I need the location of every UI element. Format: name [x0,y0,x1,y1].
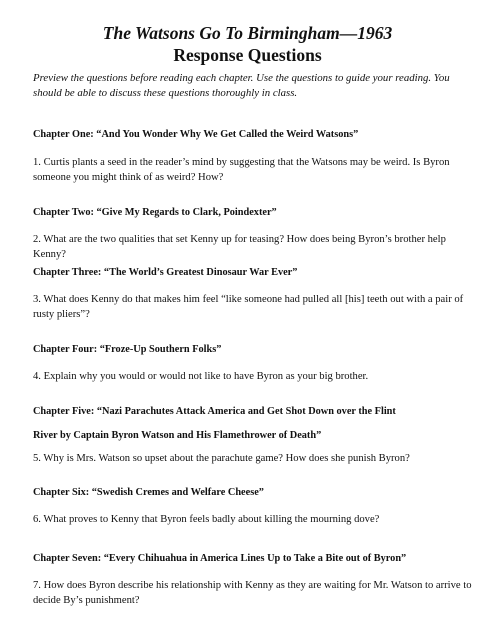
chapter-2-heading: Chapter Two: “Give My Regards to Clark, Poindexter” [33,207,277,218]
chapter-7-question: 7. How does Byron describe his relationship with Kenny as they are waiting for Mr. Watson to arrive to decide By’s punishment? [33,580,472,606]
chapter-1-heading: Chapter One: “And You Wonder Why We Get Called the Weird Watsons” [33,129,359,140]
chapter-5-heading: Chapter Five: “Nazi Parachutes Attack America and Get Shot Down over the Flint [33,406,396,417]
chapter-7-heading: Chapter Seven: “Every Chihuahua in America Lines Up to Take a Bite out of Byron” [33,553,407,564]
chapter-5-heading-line2: River by Captain Byron Watson and His Flamethrower of Death” [33,430,322,441]
chapter-6-heading: Chapter Six: “Swedish Cremes and Welfare Cheese” [33,487,264,498]
chapter-4-question: 4. Explain why you would or would not like to have Byron as your big brother. [33,371,369,382]
document-title: The Watsons Go To Birmingham—1963 [102,23,393,43]
chapter-1-question: 1. Curtis plants a seed in the reader’s mind by suggesting that the Watsons may be weird. Is Byron someone you might think of as weird? How? [33,157,450,183]
intro-instructions: Preview the questions before reading each chapter. Use the questions to guide your reading. You should be able to discuss these questions thoroughly in class. [33,72,450,99]
chapter-6-question: 6. What proves to Kenny that Byron feels badly about killing the mourning dove? [33,514,380,525]
chapter-3-question: 3. What does Kenny do that makes him feel “like someone had pulled all [his] teeth out with a pair of rusty pliers”? [33,294,464,320]
chapter-2-question: 2. What are the two qualities that set Kenny up for teasing? How does being Byron’s brother help Kenny? [33,234,446,260]
document-subtitle: Response Questions [173,45,322,65]
chapter-4-heading: Chapter Four: “Froze-Up Southern Folks” [33,344,222,355]
chapter-5-question: 5. Why is Mrs. Watson so upset about the parachute game? How does she punish Byron? [33,453,410,464]
chapter-3-heading: Chapter Three: “The World’s Greatest Dinosaur War Ever” [33,267,298,278]
